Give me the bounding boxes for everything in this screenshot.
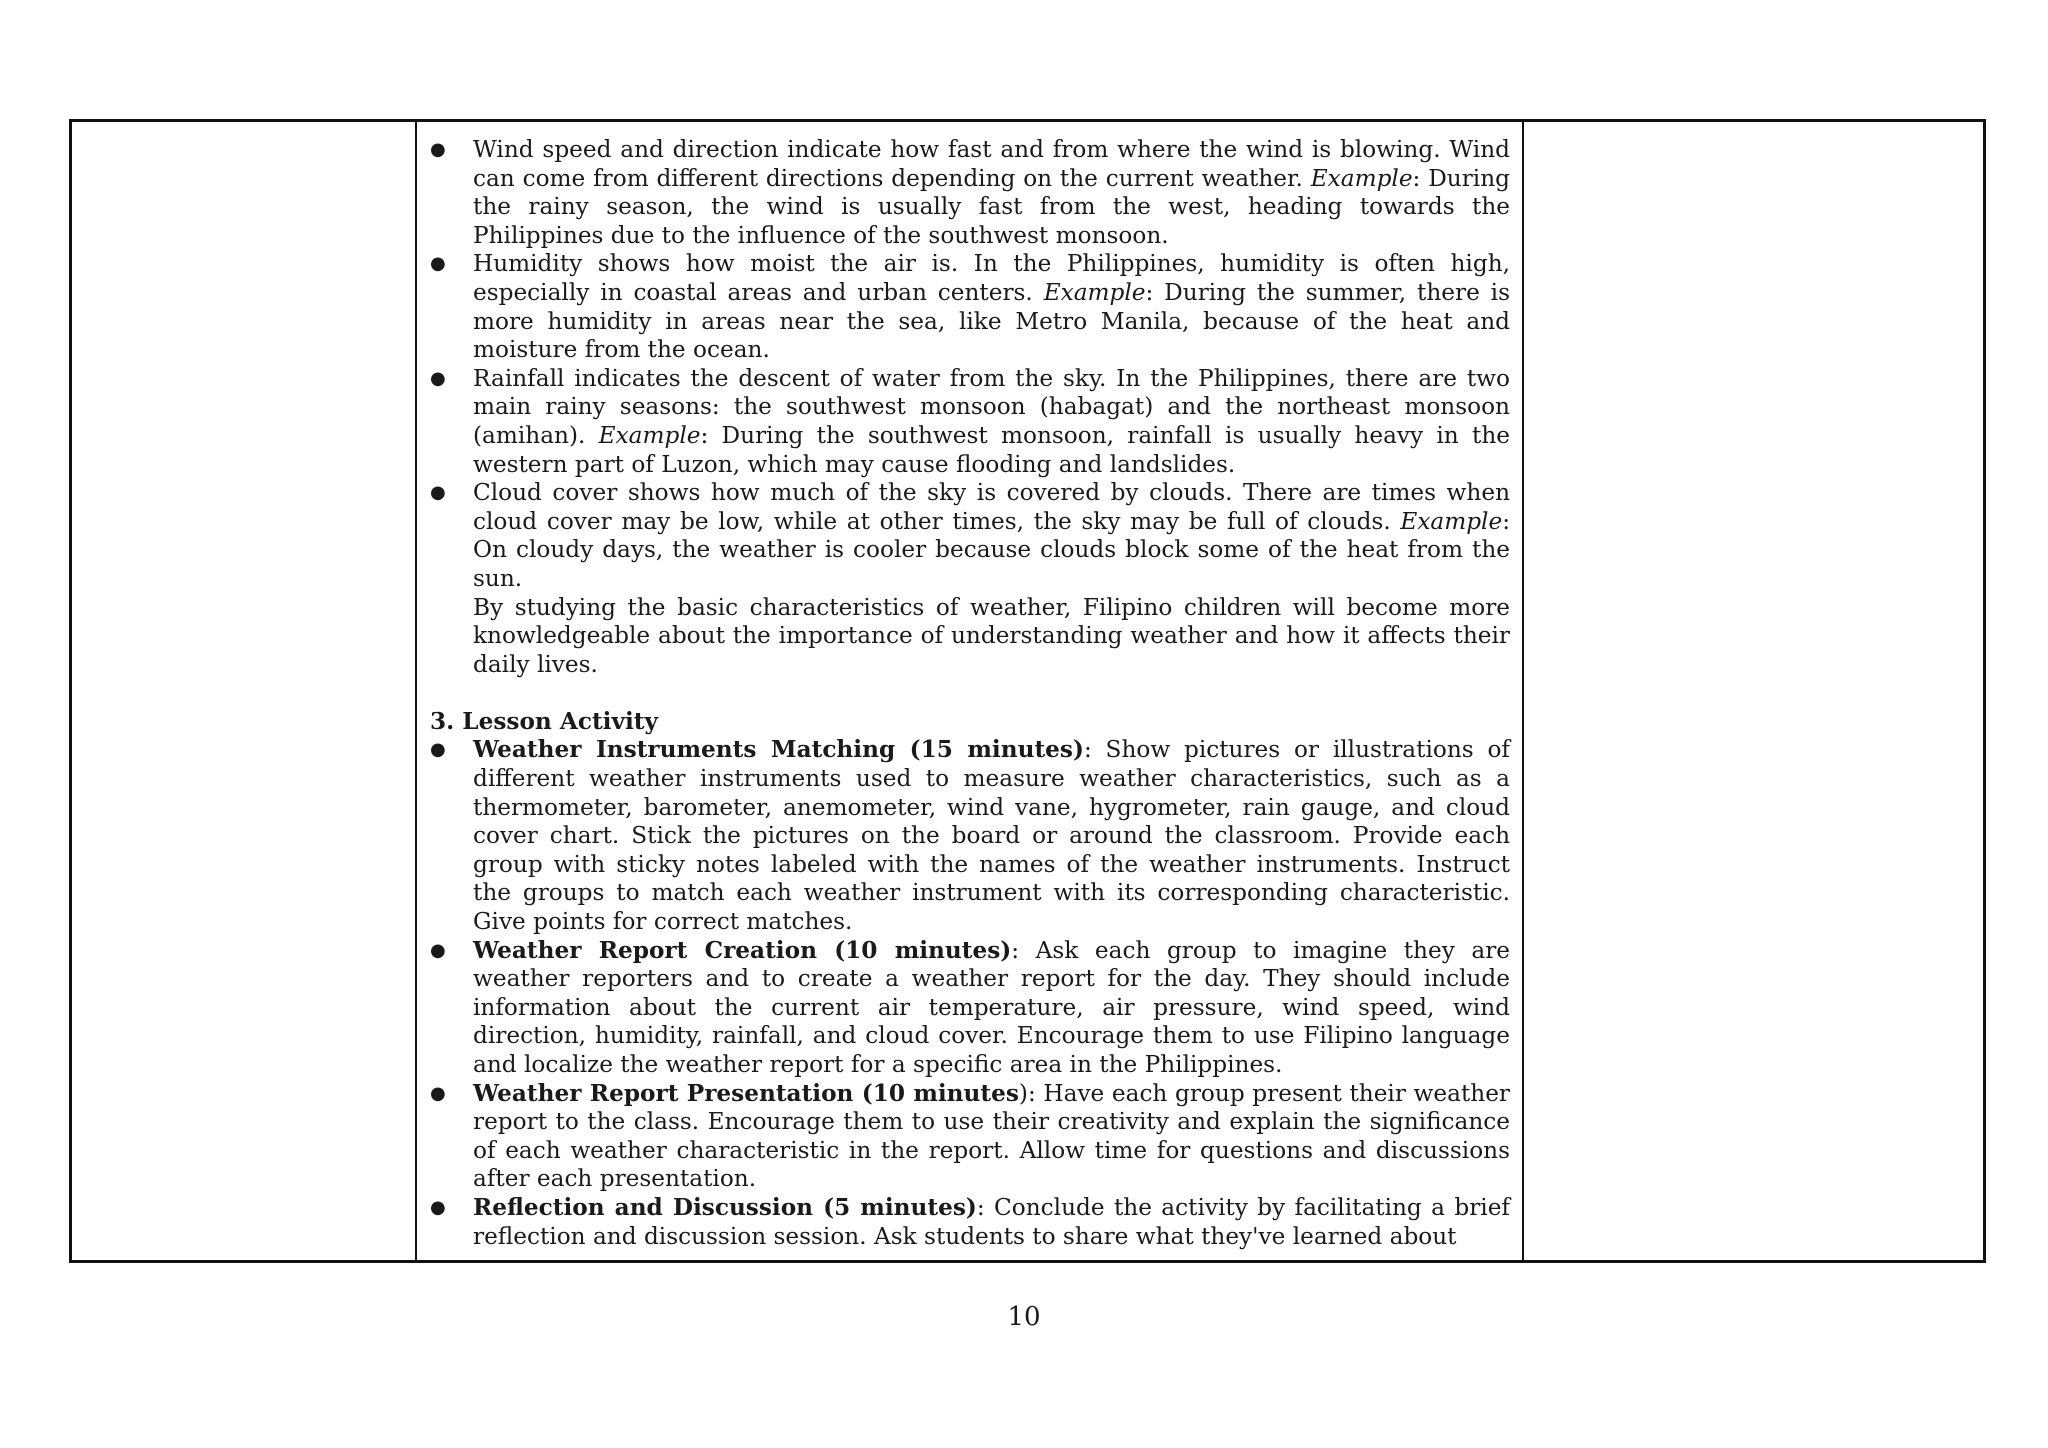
- activity-text: : Ask each group to imagine they are weather reporters and to create a weather report for the day. They should include information about the current air temperature, air pressure, wind speed, wind direction, humidity, rainfall, and cloud cover. Encourage them to use Filipino language and localize the weather report for a specific area in the Philippines.: [473, 936, 1511, 1078]
- example-label: Example: [598, 421, 701, 449]
- list-item-rainfall: [430, 365, 1510, 479]
- example-text: : During the summer, there is more humidity in areas near the sea, like Metro Manila, because of the heat and moisture from the ocean.: [473, 278, 1510, 364]
- item-text: Rainfall indicates the descent of water from the sky. In the Philippines, there are two main rainy seasons: the southwest monsoon (habagat) and the northeast monsoon (amihan).: [473, 364, 1510, 449]
- table-left-column: [72, 122, 417, 1260]
- activity-item-report-creation: [430, 937, 1510, 1080]
- item-text: Wind speed and direction indicate how fast and from where the wind is blowing. Wind can come from different directions depending on the current weather.: [473, 136, 1510, 192]
- item-text: Humidity shows how moist the air is. In the Philippines, humidity is often high, especially in coastal areas and urban centers.: [473, 250, 1510, 306]
- example-text: : During the southwest monsoon, rainfall is usually heavy in the western part of Luzon, which may cause flooding and landslides.: [473, 421, 1510, 478]
- activity-title: Weather Report Presentation (10 minutes: [473, 1079, 1019, 1107]
- example-label: Example: [1400, 507, 1503, 535]
- example-label: Example: [1310, 164, 1413, 192]
- example-text: : On cloudy days, the weather is cooler because clouds block some of the heat from the sun.: [473, 507, 1510, 592]
- activity-title: Weather Report Creation (10 minutes): [473, 936, 1012, 964]
- table-right-column: [1524, 122, 1983, 1260]
- lesson-plan-table: [69, 119, 1986, 1263]
- activity-text: : Conclude the activity by facilitating a brief reflection and discussion session. Ask students to share what they've learned about: [473, 1193, 1511, 1250]
- activity-title: Weather Instruments Matching (15 minutes): [473, 736, 1084, 764]
- activity-item-report-presentation: [430, 1080, 1510, 1194]
- example-label: Example: [1043, 278, 1146, 306]
- list-item-wind: [430, 136, 1510, 250]
- activity-text: ): Have each group present their weather report to the class. Encourage them to use their creativity and explain the significance of each weather characteristic in the report. Allow time for questions and discussions after each presentation.: [473, 1079, 1511, 1193]
- activity-title: Reflection and Discussion (5 minutes): [473, 1193, 977, 1221]
- table-content-column: [417, 122, 1524, 1260]
- lesson-activity-heading: 3. Lesson Activity: [430, 707, 658, 735]
- activity-item-matching: [430, 736, 1510, 936]
- closing-paragraph: By studying the basic characteristics of weather, Filipino children will become more knowledgeable about the importance of understanding weather and how it affects their daily lives.: [473, 593, 1510, 678]
- activity-item-reflection: [430, 1194, 1510, 1251]
- list-item-humidity: [430, 250, 1510, 364]
- weather-characteristics-list: [430, 136, 1510, 594]
- list-item-cloud-cover: [430, 479, 1510, 593]
- example-text: : During the rainy season, the wind is usually fast from the west, heading towards the Philippines due to the influence of the southwest monsoon.: [473, 164, 1510, 249]
- lesson-activity-list: [430, 736, 1510, 1251]
- page-number: 10: [1007, 1302, 1041, 1332]
- item-text: Cloud cover shows how much of the sky is covered by clouds. There are times when cloud cover may be low, while at other times, the sky may be full of clouds.: [473, 479, 1510, 535]
- activity-text: : Show pictures or illustrations of different weather instruments used to measure weather characteristics, such as a thermometer, barometer, anemometer, wind vane, hygrometer, rain gauge, and cloud cover chart. Stick the pictures on the board or around the classroom. Provide each group with sticky notes labeled with the names of the weather instruments. Instruct the groups to match each weather instrument with its corresponding characteristic. Give points for correct matches.: [473, 736, 1510, 936]
